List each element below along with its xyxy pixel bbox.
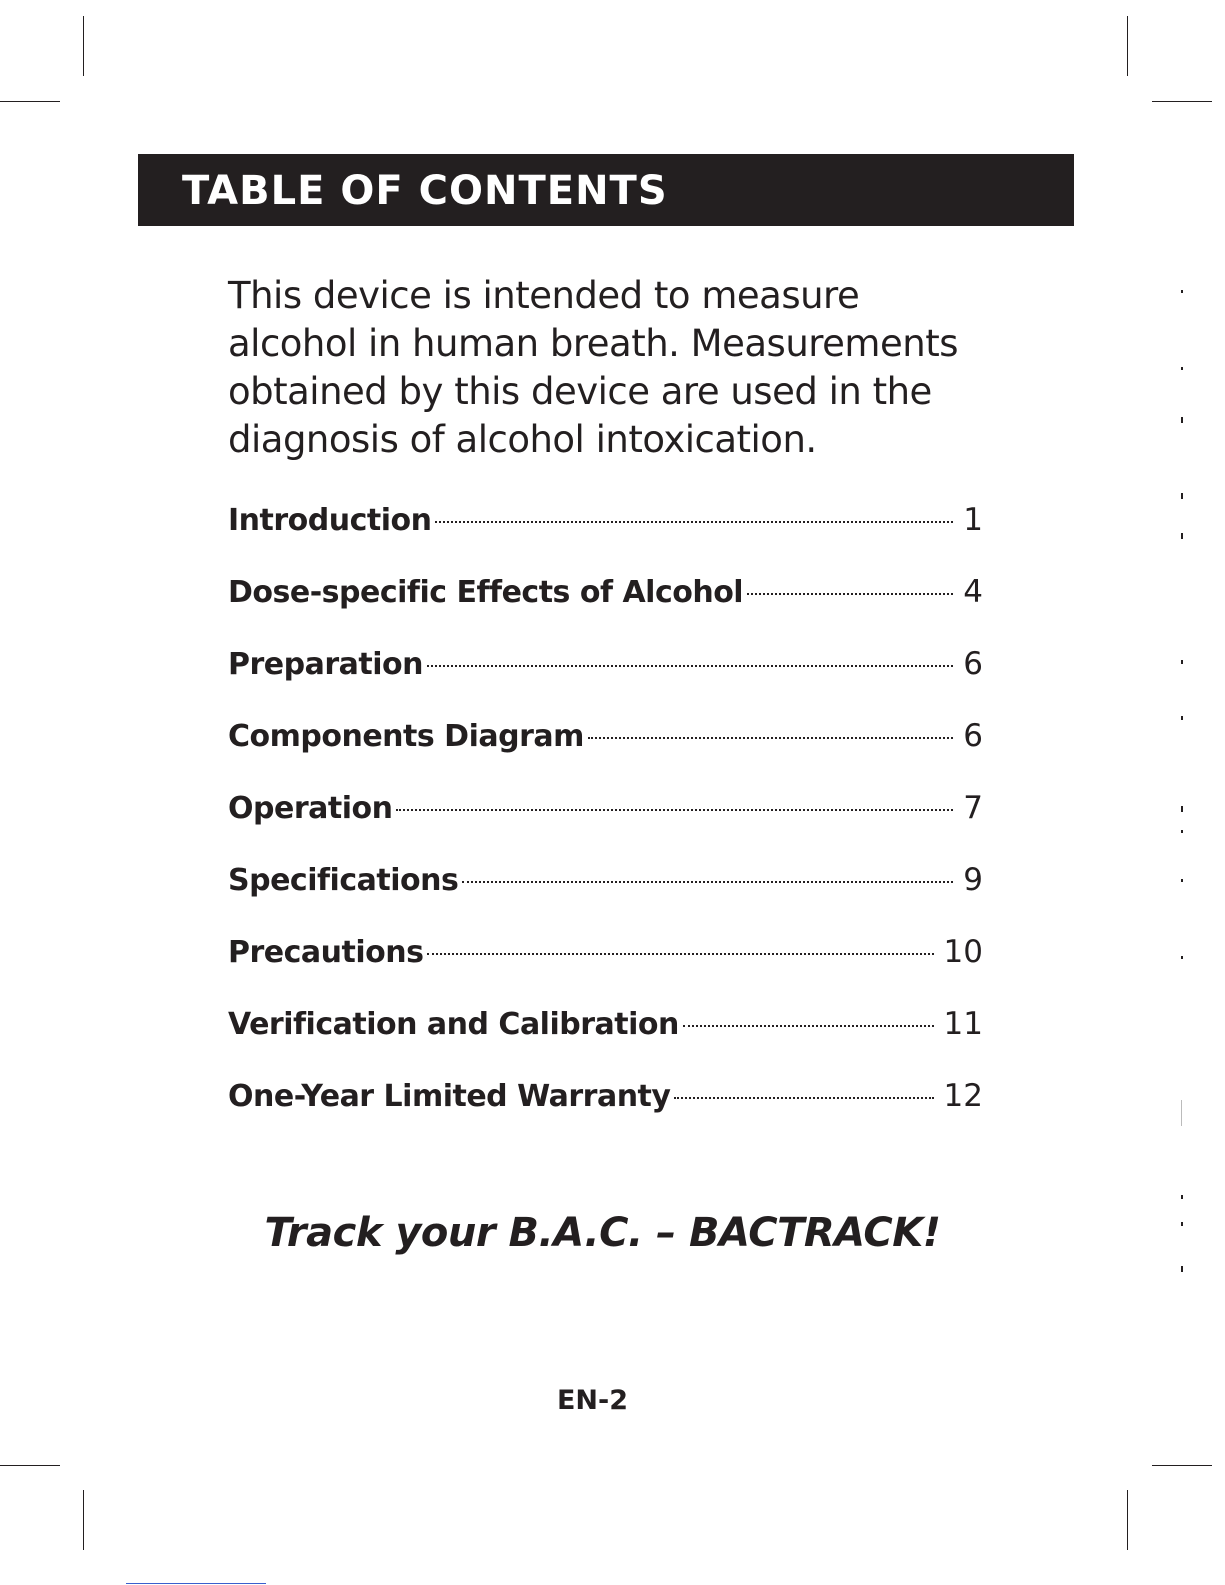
toc-entry-label: Verification and Calibration	[228, 1007, 679, 1042]
toc-entry-label: Components Diagram	[228, 719, 584, 754]
toc-entry-page: 1	[963, 502, 983, 538]
toc-leader-dots	[396, 809, 953, 811]
toc-entry-label: Dose-specific Effects of Alcohol	[228, 575, 744, 610]
bottom-edge-line	[126, 1583, 266, 1584]
toc-entry-page: 4	[963, 574, 983, 610]
toc-entry-page: 6	[963, 646, 983, 682]
toc-leader-dots	[674, 1097, 933, 1099]
toc-entry-page: 6	[963, 718, 983, 754]
toc-entry-label: One-Year Limited Warranty	[228, 1079, 671, 1114]
page-number: EN-2	[556, 1385, 629, 1416]
toc-entry-page: 11	[943, 1006, 983, 1042]
crop-mark-bottom-right-vertical	[1127, 1490, 1128, 1550]
toc-entry-page: 9	[963, 862, 983, 898]
toc-entry-label: Introduction	[228, 503, 432, 538]
toc-entry-introduction[interactable]	[228, 495, 983, 567]
toc-list	[228, 495, 983, 1143]
toc-entry-label: Specifications	[228, 863, 459, 898]
toc-entry-label: Preparation	[228, 647, 423, 682]
toc-leader-dots	[683, 1025, 934, 1027]
toc-entry-components-diagram[interactable]	[228, 711, 983, 783]
crop-mark-bottom-right-horizontal	[1152, 1465, 1212, 1466]
toc-entry-verification-calibration[interactable]	[228, 999, 983, 1071]
crop-mark-bottom-left-vertical	[83, 1490, 84, 1550]
toc-entry-precautions[interactable]	[228, 927, 983, 999]
toc-entry-dose-specific-effects[interactable]	[228, 567, 983, 639]
toc-leader-dots	[462, 881, 953, 883]
intro-paragraph: This device is intended to measure alcohol in human breath. Measurements obtained by this device are used in the diagnosis of alcohol intoxication.	[228, 274, 958, 461]
toc-leader-dots	[747, 593, 953, 595]
toc-entry-label: Precautions	[228, 935, 424, 970]
toc-entry-page: 7	[963, 790, 983, 826]
crop-mark-bottom-left-horizontal	[0, 1465, 60, 1466]
crop-mark-top-left-vertical	[83, 16, 84, 76]
toc-entry-operation[interactable]	[228, 783, 983, 855]
toc-entry-specifications[interactable]	[228, 855, 983, 927]
crop-mark-top-left-horizontal	[0, 101, 60, 102]
toc-leader-dots	[427, 665, 953, 667]
toc-entry-label: Operation	[228, 791, 393, 826]
crop-mark-top-right-vertical	[1127, 16, 1128, 76]
slogan: Track your B.A.C. – BACTRACK!	[264, 1210, 941, 1256]
toc-entry-page: 12	[943, 1078, 983, 1114]
toc-leader-dots	[435, 521, 953, 523]
toc-leader-dots	[588, 737, 953, 739]
toc-entry-warranty[interactable]	[228, 1071, 983, 1143]
toc-banner	[138, 154, 1074, 226]
crop-mark-top-right-horizontal	[1152, 101, 1212, 102]
page-title: TABLE OF CONTENTS	[182, 168, 668, 214]
toc-entry-page: 10	[943, 934, 983, 970]
toc-entry-preparation[interactable]	[228, 639, 983, 711]
toc-leader-dots	[427, 953, 933, 955]
